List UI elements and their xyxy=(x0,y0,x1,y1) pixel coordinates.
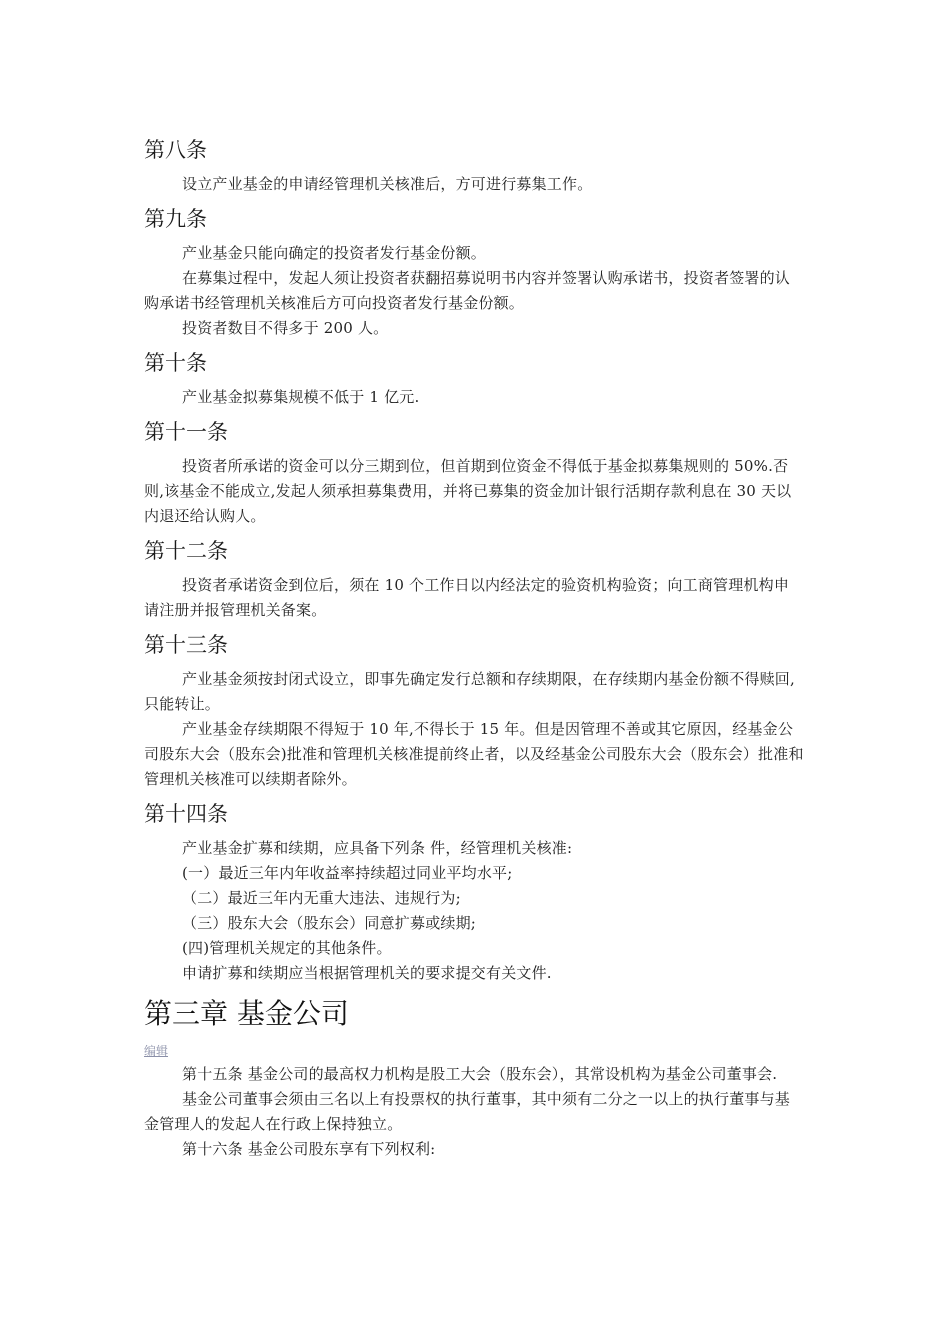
article-paragraph: 投资者所承诺的资金可以分三期到位，但首期到位资金不得低于基金拟募集规则的 50%.否则,该基金不能成立,发起人须承担募集费用，并将已募集的资金加计银行活期存款利息在 30 天以内退还给认购人。 xyxy=(144,457,792,525)
article-paragraph: 基金公司董事会须由三名以上有投票权的执行董事，其中须有二分之一以上的执行董事与基金管理人的发起人在行政上保持独立。 xyxy=(144,1090,791,1133)
article-heading: 第十条 xyxy=(144,351,207,375)
article-paragraph: 产业基金扩募和续期，应具备下列条 件，经管理机关核准: xyxy=(182,839,573,857)
list-item: （三）股东大会（股东会）同意扩募或续期; xyxy=(182,914,477,932)
list-item: （二）最近三年内无重大违法、违规行为; xyxy=(182,889,461,907)
list-item: (一）最近三年内年收益率持续超过同业平均水平; xyxy=(182,864,513,882)
article-heading: 第十二条 xyxy=(144,539,228,563)
article-paragraph: 产业基金拟募集规模不低于 1 亿元. xyxy=(182,388,420,406)
article-heading: 第八条 xyxy=(144,138,207,162)
article-paragraph: 申请扩募和续期应当根据管理机关的要求提交有关文件. xyxy=(182,964,552,982)
article-heading: 第十三条 xyxy=(144,633,228,657)
list-item: (四)管理机关规定的其他条件。 xyxy=(182,939,392,957)
edit-link[interactable]: 编辑 xyxy=(144,1044,169,1058)
article-heading: 第十一条 xyxy=(144,420,228,444)
chapter-heading: 第三章 基金公司 xyxy=(144,997,349,1030)
article-11 xyxy=(144,418,804,529)
article-paragraph: 投资者承诺资金到位后，须在 10 个工作日以内经法定的验资机构验资；向工商管理机构申请注册并报管理机关备案。 xyxy=(144,576,790,619)
article-paragraph: 产业基金须按封闭式设立，即事先确定发行总额和存续期限，在存续期内基金份额不得赎回,只能转让。 xyxy=(144,670,795,713)
article-paragraph: 第十六条 基金公司股东享有下列权利: xyxy=(182,1140,436,1158)
article-heading: 第十四条 xyxy=(144,802,228,826)
article-heading: 第九条 xyxy=(144,207,207,231)
article-paragraph: 第十五条 基金公司的最高权力机构是股工大会（股东会），其常设机构为基金公司董事会. xyxy=(182,1065,778,1083)
article-paragraph: 设立产业基金的申请经管理机关核准后，方可进行募集工作。 xyxy=(182,175,593,193)
article-13 xyxy=(144,631,804,792)
article-14 xyxy=(144,800,804,986)
article-paragraph: 产业基金只能向确定的投资者发行基金份额。 xyxy=(182,244,487,262)
chapter-3 xyxy=(144,994,804,1162)
article-paragraph: 产业基金存续期限不得短于 10 年,不得长于 15 年。但是因管理不善或其它原因，经基金公司股东大会（股东会)批准和管理机关核准提前终止者，以及经基金公司股东大会（股东会）批准和管理机关核准可以续期者除外。 xyxy=(144,720,804,788)
article-10 xyxy=(144,349,804,410)
document-content xyxy=(144,136,804,1170)
article-paragraph: 在募集过程中，发起人须让投资者获翻招募说明书内容并签署认购承诺书，投资者签署的认购承诺书经管理机关核准后方可向投资者发行基金份额。 xyxy=(144,269,791,312)
article-paragraph: 投资者数目不得多于 200 人。 xyxy=(182,319,389,337)
article-8 xyxy=(144,136,804,197)
article-12 xyxy=(144,537,804,623)
article-9 xyxy=(144,205,804,341)
